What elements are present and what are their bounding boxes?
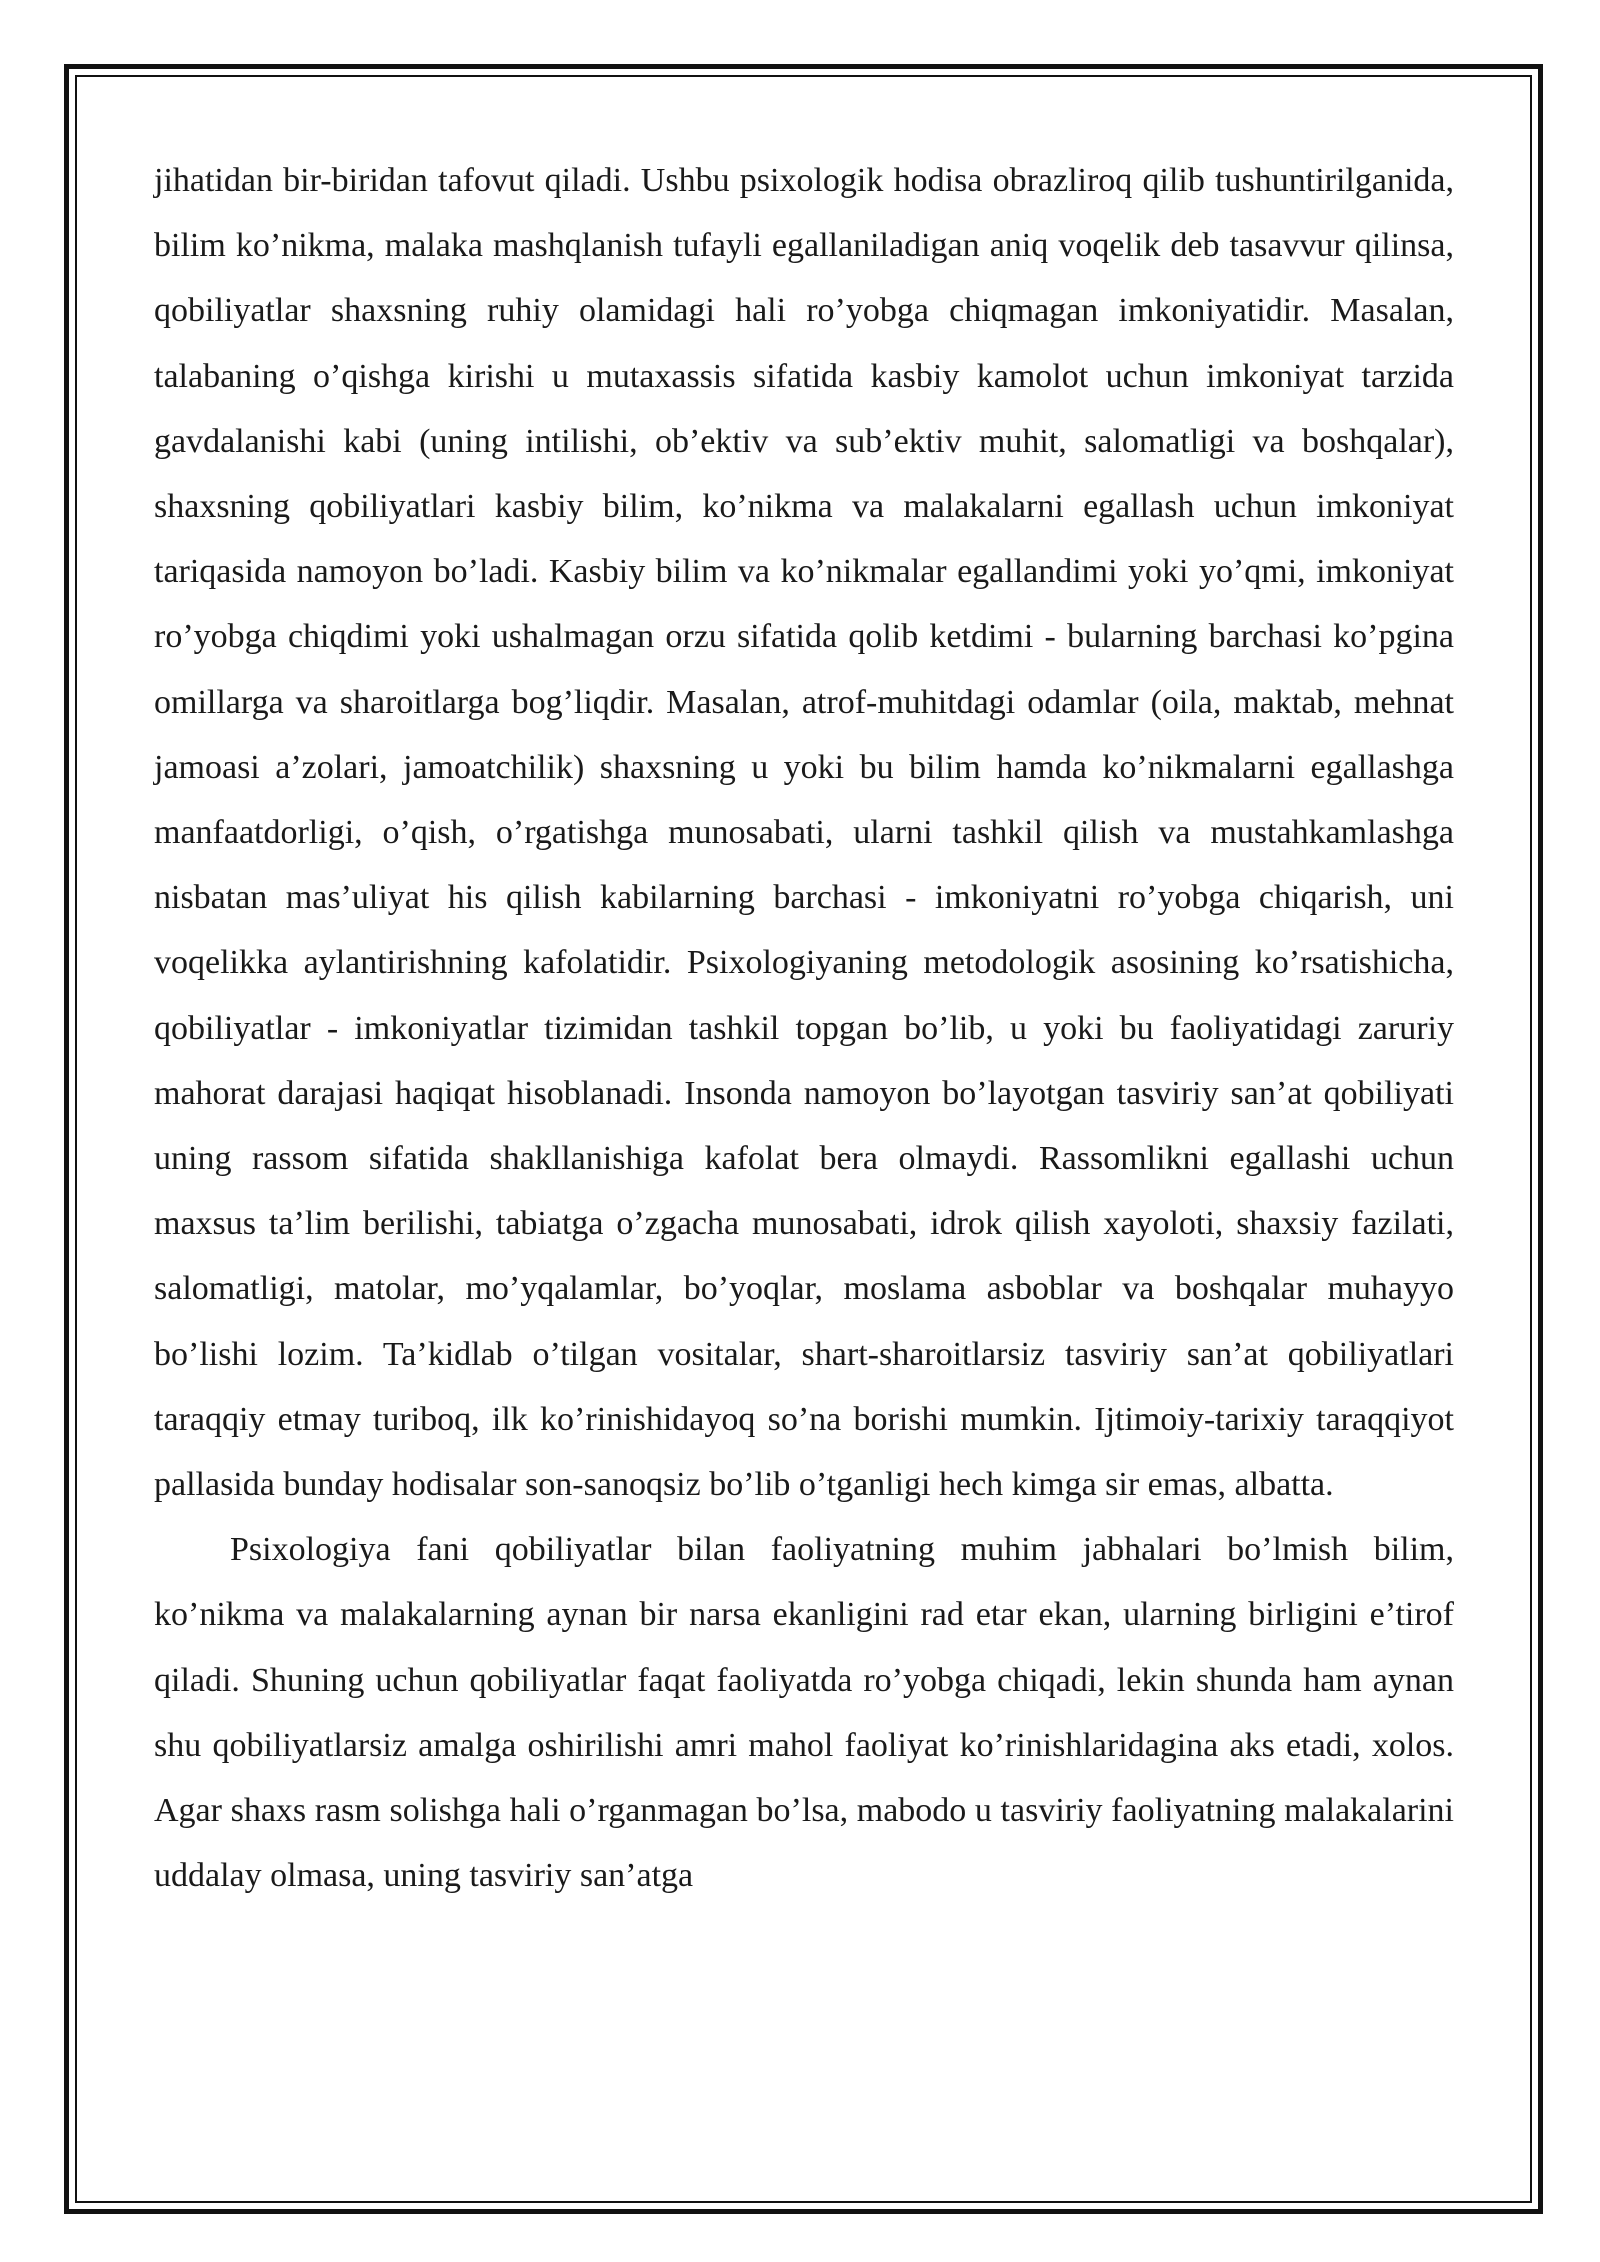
- paragraph: Psixologiya fani qobiliyatlar bilan faoliyatning muhim jabhalari bo’lmish bilim, ko’nikma va malakalarning aynan bir narsa ekanligini rad etar ekan, ularning birligini e’tirof qiladi. Shuning uchun qobiliyatlar faqat faoliyatda ro’yobga chiqadi, lekin shunda ham aynan shu qobiliyatlarsiz amalga oshirilishi amri mahol faoliyat ko’rinishlaridagina aks etadi, xolos. Agar shaxs rasm solishga hali o’rganmagan bo’lsa, mabodo u tasviriy faoliyatning malakalarini uddalay olmasa, uning tasviriy san’atga: [154, 1531, 1454, 1895]
- paragraph: jihatidan bir-biridan tafovut qiladi. Ushbu psixologik hodisa obrazliroq qilib tushuntirilganida, bilim ko’nikma, malaka mashqlanish tufayli egallaniladigan aniq voqelik deb tasavvur qilinsa, qobiliyatlar shaxsning ruhiy olamidagi hali ro’yobga chiqmagan imkoniyatidir. Masalan, talabaning o’qishga kirishi u mutaxassis sifatida kasbiy kamolot uchun imkoniyat tarzida gavdalanishi kabi (uning intilishi, ob’ektiv va sub’ektiv muhit, salomatligi va boshqalar), shaxsning qobiliyatlari kasbiy bilim, ko’nikma va malakalarni egallash uchun imkoniyat tariqasida namoyon bo’ladi. Kasbiy bilim va ko’nikmalar egallandimi yoki yo’qmi, imkoniyat ro’yobga chiqdimi yoki ushalmagan orzu sifatida qolib ketdimi - bularning barchasi ko’pgina omillarga va sharoitlarga bog’liqdir. Masalan, atrof-muhitdagi odamlar (oila, maktab, mehnat jamoasi a’zolari, jamoatchilik) shaxsning u yoki bu bilim hamda ko’nikmalarni egallashga manfaatdorligi, o’qish, o’rgatishga munosabati, ularni tashkil qilish va mustahkamlashga nisbatan mas’uliyat his qilish kabilarning barchasi - imkoniyatni ro’yobga chiqarish, uni voqelikka aylantirishning kafolatidir. Psixologiyaning metodologik asosining ko’rsatishicha, qobiliyatlar - imkoniyatlar tizimidan tashkil topgan bo’lib, u yoki bu faoliyatidagi zaruriy mahorat darajasi haqiqat hisoblanadi. Insonda namoyon bo’layotgan tasviriy san’at qobiliyati uning rassom sifatida shakllanishiga kafolat bera olmaydi. Rassomlikni egallashi uchun maxsus ta’lim berilishi, tabiatga o’zgacha munosabati, idrok qilish xayoloti, shaxsiy fazilati, salomatligi, matolar, mo’yqalamlar, bo’yoqlar, moslama asboblar va boshqalar muhayyo bo’lishi lozim. Ta’kidlab o’tilgan vositalar, shart-sharoitlarsiz tasviriy san’at qobiliyatlari taraqqiy etmay turiboq, ilk ko’rinishidayoq so’na borishi mumkin. Ijtimoiy-tarixiy taraqqiyot pallasida bunday hodisalar son-sanoqsiz bo’lib o’tganligi hech kimga sir emas, albatta.: [154, 162, 1454, 1504]
- document-body: [154, 148, 1454, 1908]
